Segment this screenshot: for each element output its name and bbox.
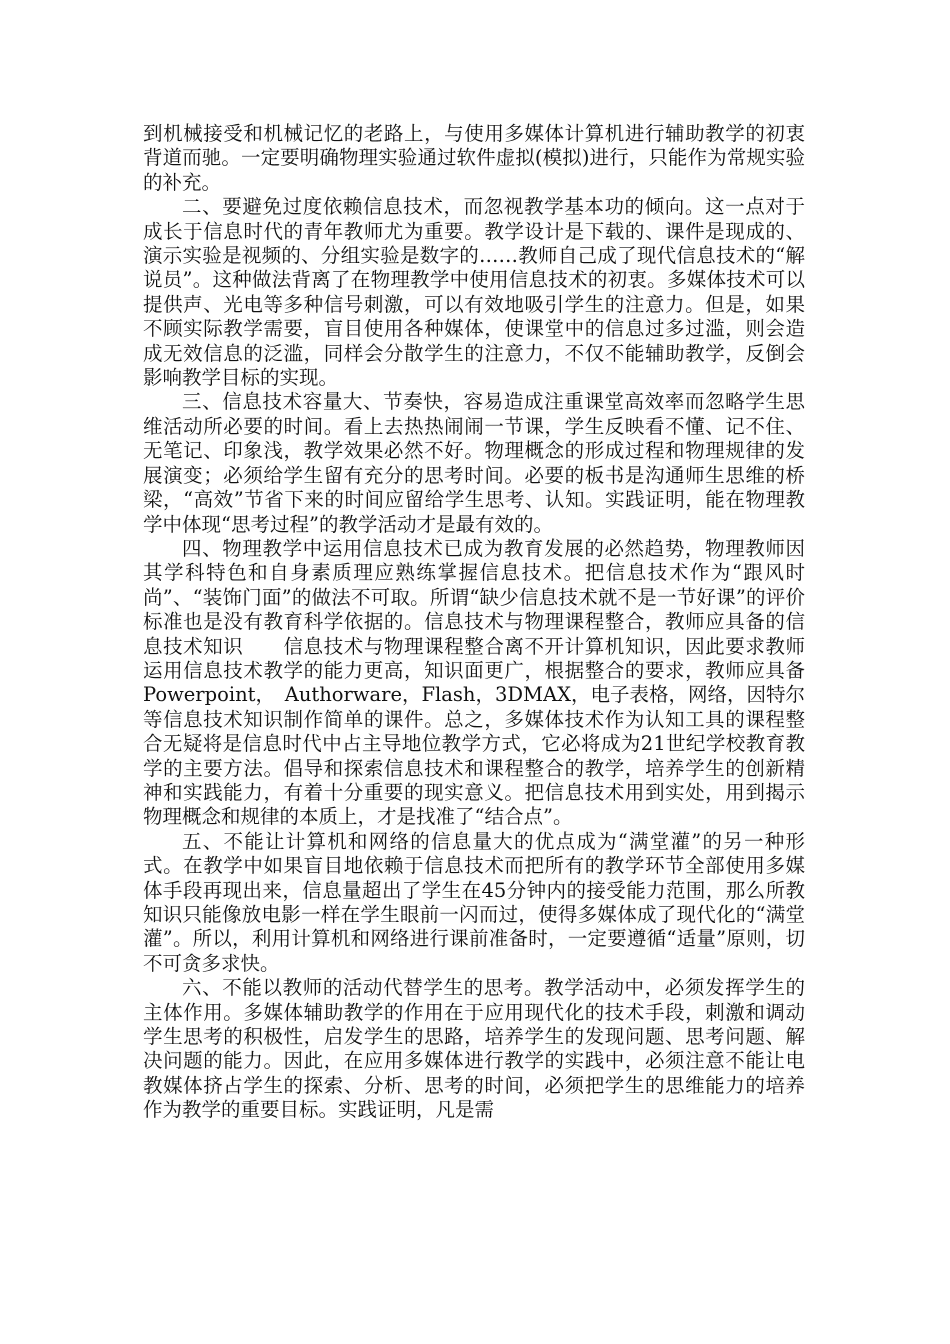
paragraph-point-3: 三、信息技术容量大、节奏快，容易造成注重课堂高效率而忽略学生思维活动所必要的时间。看上去热热闹闹一节课，学生反映看不懂、记不住、无笔记、印象浅，教学效果必然不好。物理概念的形成过程和物理规律的发展演变；必须给学生留有充分的思考时间。必要的板书是沟通师生思维的桥梁，“高效”节省下来的时间应留给学生思考、认知。实践证明，能在物理教学中体现“思考过程”的教学活动才是最有效的。 [143, 390, 805, 536]
paragraph-point-2: 二、要避免过度依赖信息技术，而忽视教学基本功的倾向。这一点对于成长于信息时代的青年教师尤为重要。教学设计是下载的、课件是现成的、演示实验是视频的、分组实验是数字的……教师自己成了现代信息技术的“解说员”。这种做法背离了在物理教学中使用信息技术的初衷。多媒体技术可以提供声、光电等多种信号刺激，可以有效地吸引学生的注意力。但是，如果不顾实际教学需要，盲目使用各种媒体，使课堂中的信息过多过滥，则会造成无效信息的泛滥，同样会分散学生的注意力，不仅不能辅助教学，反倒会影响教学目标的实现。 [143, 195, 805, 390]
paragraph-point-5: 五、不能让计算机和网络的信息量大的优点成为“满堂灌”的另一种形式。在教学中如果盲目地依赖于信息技术而把所有的教学环节全部使用多媒体手段再现出来，信息量超出了学生在45分钟内的接受能力范围，那么所教知识只能像放电影一样在学生眼前一闪而过，使得多媒体成了现代化的“满堂灌”。所以，利用计算机和网络进行课前准备时，一定要遵循“适量”原则，切不可贪多求快。 [143, 829, 805, 975]
paragraph-continuation: 到机械接受和机械记忆的老路上，与使用多媒体计算机进行辅助教学的初衷背道而驰。一定要明确物理实验通过软件虚拟(模拟)进行，只能作为常规实验的补充。 [143, 122, 805, 194]
paragraph-point-4: 四、物理教学中运用信息技术已成为教育发展的必然趋势，物理教师因其学科特色和自身素质理应熟练掌握信息技术。把信息技术作为“跟风时尚”、“装饰门面”的做法不可取。所谓“缺少信息技术就不是一节好课”的评价标准也是没有教育科学依据的。信息技术与物理课程整合，教师应具备的信息技术知识 信息技术与物理课程整合离不开计算机知识，因此要求教师运用信息技术教学的能力更高，知识面更广，根据整合的要求，教师应具备Powerpoint， Authorware，Flash，3DMAX，电子表格，网络，因特尔等信息技术知识制作简单的课件。总之，多媒体技术作为认知工具的课程整合无疑将是信息时代中占主导地位教学方式，它必将成为21世纪学校教育教学的主要方法。倡导和探索信息技术和课程整合的教学，培养学生的创新精神和实践能力，有着十分重要的现实意义。把信息技术用到实处，用到揭示物理概念和规律的本质上，才是找准了“结合点”。 [143, 536, 805, 829]
paragraph-point-6: 六、不能以教师的活动代替学生的思考。教学活动中，必须发挥学生的主体作用。多媒体辅助教学的作用在于应用现代化的技术手段，刺激和调动学生思考的积极性，启发学生的思路，培养学生的发现问题、思考问题、解决问题的能力。因此，在应用多媒体进行教学的实践中，必须注意不能让电教媒体挤占学生的探索、分析、思考的时间，必须把学生的思维能力的培养作为教学的重要目标。实践证明，凡是需 [143, 976, 805, 1122]
document-body [143, 122, 805, 1123]
